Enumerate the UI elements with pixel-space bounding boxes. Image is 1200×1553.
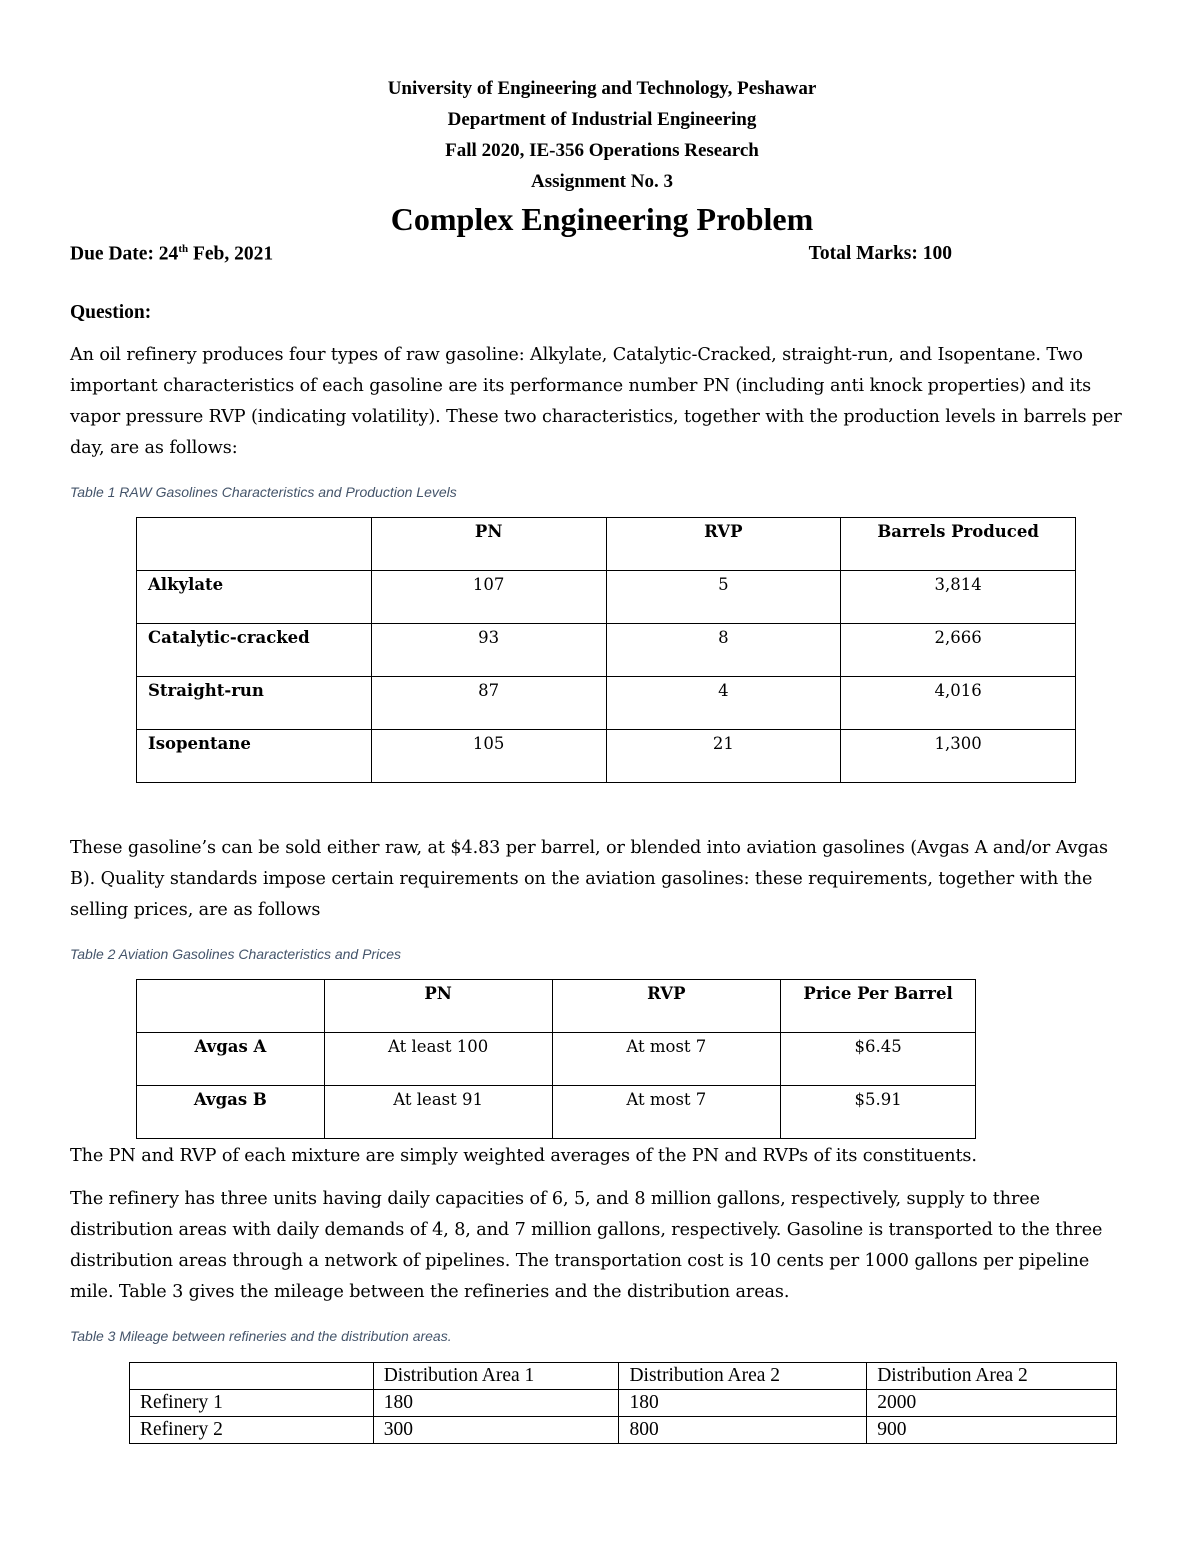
table-row xyxy=(130,1389,1117,1416)
row-label: Alkylate xyxy=(137,570,372,623)
table-cell: 93 xyxy=(371,623,606,676)
table2-caption: Table 2 Aviation Gasolines Characteristics and Prices xyxy=(70,945,401,962)
university-name: University of Engineering and Technology, Peshawar xyxy=(387,78,817,99)
department-name: Department of Industrial Engineering xyxy=(447,109,757,130)
table3-caption: Table 3 Mileage between refineries and the distribution areas. xyxy=(70,1327,452,1344)
table-cell: 300 xyxy=(373,1416,619,1443)
row-label: Refinery 1 xyxy=(130,1389,374,1416)
table1-caption: Table 1 RAW Gasolines Characteristics and Production Levels xyxy=(70,483,457,500)
table-header-cell: Distribution Area 1 xyxy=(373,1362,619,1389)
table-row xyxy=(137,623,1076,676)
row-label: Avgas A xyxy=(137,1032,325,1085)
due-row xyxy=(70,243,952,266)
table-cell: 1,300 xyxy=(841,729,1076,782)
table-header-cell: Distribution Area 2 xyxy=(619,1362,867,1389)
table-header-cell xyxy=(137,517,372,570)
mileage-table xyxy=(129,1362,1117,1444)
table-row xyxy=(137,1032,976,1085)
table-cell: 107 xyxy=(371,570,606,623)
table-header-cell xyxy=(137,979,325,1032)
paragraph-weighted-average: The PN and RVP of each mixture are simply weighted averages of the PN and RVPs of its constituents. xyxy=(70,1145,977,1166)
total-marks: Total Marks: 100 xyxy=(808,243,952,264)
table-header-cell: Barrels Produced xyxy=(841,517,1076,570)
table-header-cell xyxy=(130,1362,374,1389)
table-cell: 21 xyxy=(606,729,841,782)
aviation-gasoline-table xyxy=(136,979,976,1139)
table-cell: 180 xyxy=(619,1389,867,1416)
table-cell: $5.91 xyxy=(781,1085,976,1138)
table-cell: 2,666 xyxy=(841,623,1076,676)
table-cell: 4 xyxy=(606,676,841,729)
table-cell: At least 91 xyxy=(324,1085,552,1138)
table-cell: 900 xyxy=(867,1416,1117,1443)
assignment-number: Assignment No. 3 xyxy=(531,171,673,192)
table-cell: 87 xyxy=(371,676,606,729)
table-cell: At most 7 xyxy=(552,1032,781,1085)
table-header-row xyxy=(137,979,976,1032)
table-row xyxy=(130,1416,1117,1443)
table-header-cell: PN xyxy=(371,517,606,570)
table-cell: 800 xyxy=(619,1416,867,1443)
row-label: Straight-run xyxy=(137,676,372,729)
course-name: Fall 2020, IE-356 Operations Research xyxy=(445,140,759,161)
table-header-cell: RVP xyxy=(552,979,781,1032)
table-cell: 105 xyxy=(371,729,606,782)
document-title: Complex Engineering Problem xyxy=(390,201,814,237)
table-header-cell: RVP xyxy=(606,517,841,570)
table-header-row xyxy=(137,517,1076,570)
row-label: Avgas B xyxy=(137,1085,325,1138)
table-cell: 4,016 xyxy=(841,676,1076,729)
table-row xyxy=(137,729,1076,782)
document-page xyxy=(70,0,1134,1444)
row-label: Isopentane xyxy=(137,729,372,782)
table-header-cell: PN xyxy=(324,979,552,1032)
question-label: Question: xyxy=(70,301,152,323)
table-cell: $6.45 xyxy=(781,1032,976,1085)
paragraph-intro: An oil refinery produces four types of raw gasoline: Alkylate, Catalytic-Cracked, straight-run, and Isopentane. Two important characteristics of each gasoline are its performance number PN (including anti knock properties) and its vapor pressure RVP (indicating volatility). These two characteristics, together with the production levels in barrels per day, are as follows: xyxy=(70,344,1122,458)
paragraph-transport: The refinery has three units having daily capacities of 6, 5, and 8 million gallons, respectively, supply to three distribution areas with daily demands of 4, 8, and 7 million gallons, respectively. Gasoline is transported to the three distribution areas through a network of pipelines. The transportation cost is 10 cents per 1000 gallons per pipeline mile. Table 3 gives the mileage between the refineries and the distribution areas. xyxy=(70,1188,1103,1302)
table-cell: 180 xyxy=(373,1389,619,1416)
table-cell: 5 xyxy=(606,570,841,623)
table-cell: 8 xyxy=(606,623,841,676)
row-label: Catalytic-cracked xyxy=(137,623,372,676)
table-header-row xyxy=(130,1362,1117,1389)
table-row xyxy=(137,676,1076,729)
table-row xyxy=(137,570,1076,623)
table-cell: At least 100 xyxy=(324,1032,552,1085)
table-cell: 3,814 xyxy=(841,570,1076,623)
row-label: Refinery 2 xyxy=(130,1416,374,1443)
table-cell: At most 7 xyxy=(552,1085,781,1138)
paragraph-selling: These gasoline’s can be sold either raw, at $4.83 per barrel, or blended into aviation gasolines (Avgas A and/or Avgas B). Quality standards impose certain requirements on the aviation gasolines: these requirements, together with the selling prices, are as follows xyxy=(70,837,1108,920)
table-cell: 2000 xyxy=(867,1389,1117,1416)
table-header-cell: Distribution Area 2 xyxy=(867,1362,1117,1389)
table-header-cell: Price Per Barrel xyxy=(781,979,976,1032)
raw-gasoline-table xyxy=(136,517,1076,783)
table-row xyxy=(137,1085,976,1138)
due-date: Due Date: 24th Feb, 2021 xyxy=(70,243,274,265)
